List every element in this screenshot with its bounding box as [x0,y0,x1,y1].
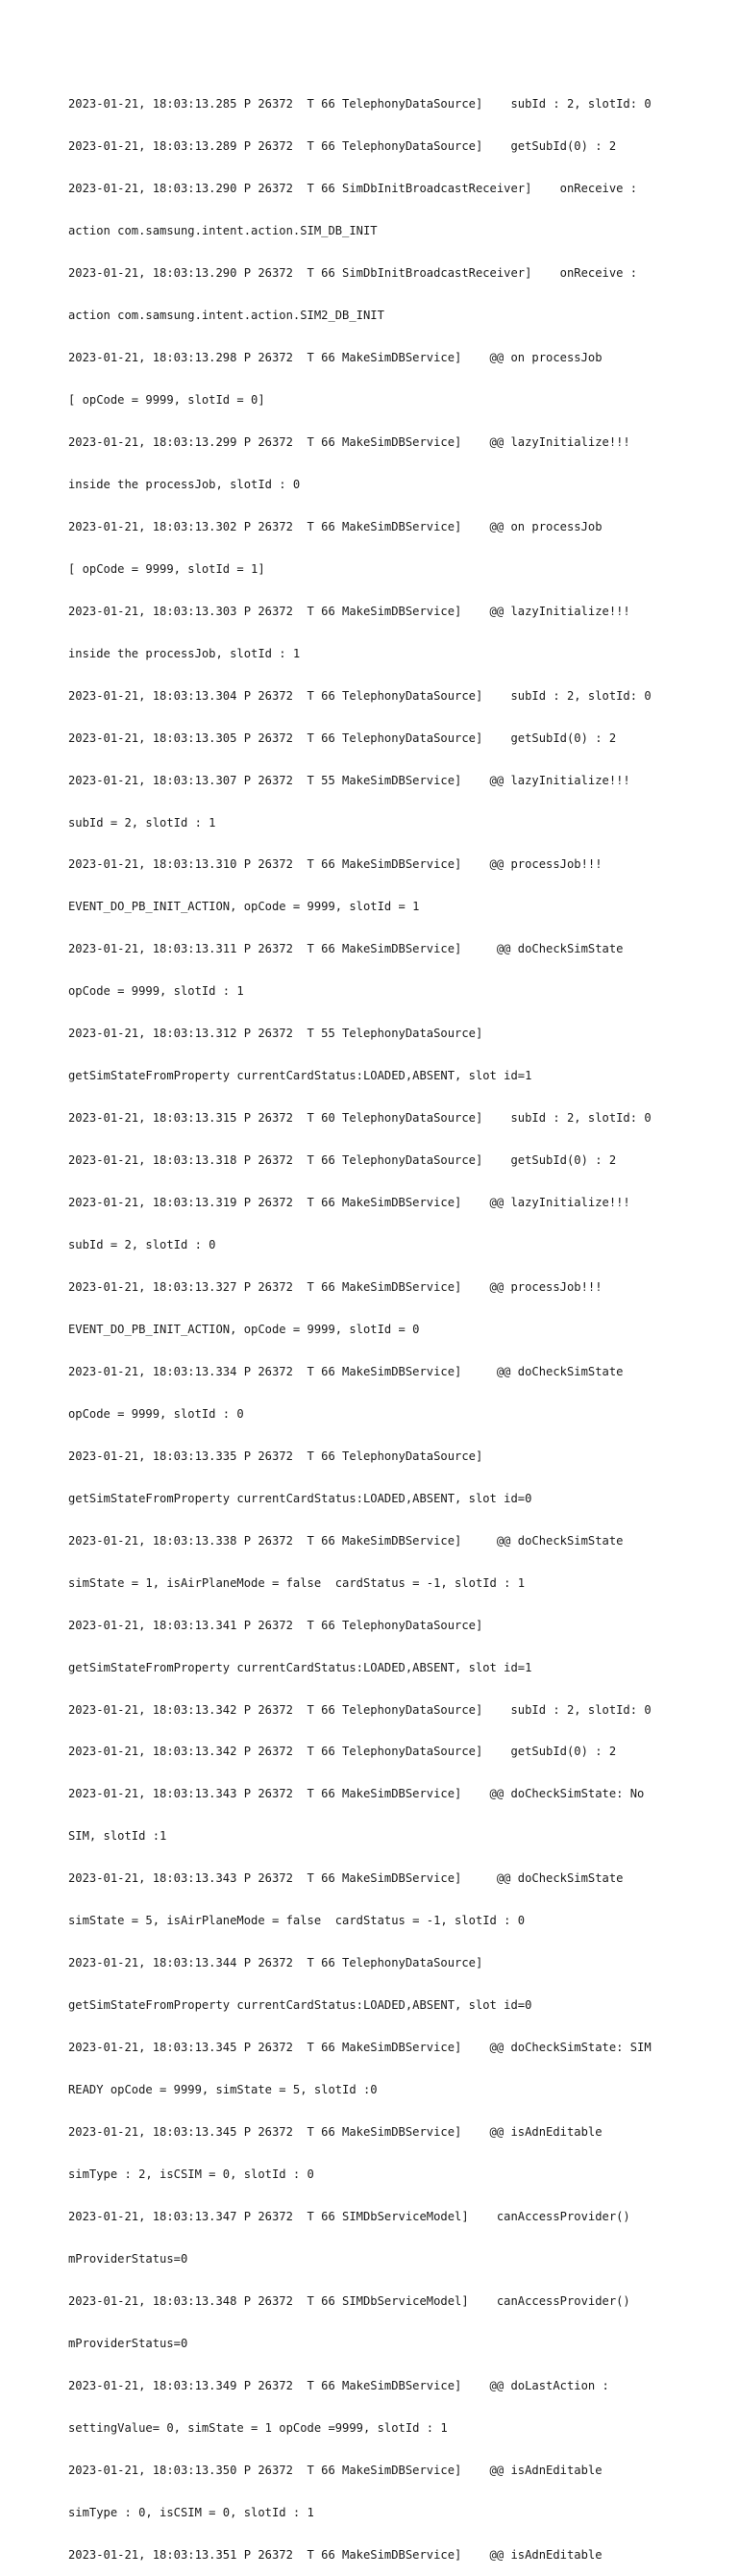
log-line: getSimStateFromProperty currentCardStatus:LOADED,ABSENT, slot id=0 [68,1491,532,1505]
log-line: 2023-01-21, 18:03:13.342 P 26372 T 66 TelephonyDataSource] subId : 2, slotId: 0 [68,1702,652,1717]
log-line: getSimStateFromProperty currentCardStatus:LOADED,ABSENT, slot id=1 [68,1660,532,1674]
log-line: [ opCode = 9999, slotId = 0] [68,392,265,407]
log-line: 2023-01-21, 18:03:13.285 P 26372 T 66 TelephonyDataSource] subId : 2, slotId: 0 [68,97,652,111]
log-line: action com.samsung.intent.action.SIM_DB_INIT [68,224,378,238]
log-line: 2023-01-21, 18:03:13.334 P 26372 T 66 MakeSimDBService] @@ doCheckSimState [68,1364,624,1378]
log-line: 2023-01-21, 18:03:13.290 P 26372 T 66 SimDbInitBroadcastReceiver] onReceive : [68,182,638,196]
log-line: 2023-01-21, 18:03:13.343 P 26372 T 66 MakeSimDBService] @@ doCheckSimState [68,1871,624,1886]
log-line: mProviderStatus=0 [68,2336,188,2350]
log-line: READY opCode = 9999, simState = 5, slotId :0 [68,2083,378,2097]
log-line: 2023-01-21, 18:03:13.318 P 26372 T 66 TelephonyDataSource] getSubId(0) : 2 [68,1153,617,1168]
log-line: 2023-01-21, 18:03:13.348 P 26372 T 66 SIMDbServiceModel] canAccessProvider() [68,2293,630,2308]
log-line: getSimStateFromProperty currentCardStatus:LOADED,ABSENT, slot id=1 [68,1069,532,1083]
log-line: settingValue= 0, simState = 1 opCode =9999, slotId : 1 [68,2420,448,2435]
log-line: simState = 5, isAirPlaneMode = false cardStatus = -1, slotId : 0 [68,1914,526,1928]
log-line: 2023-01-21, 18:03:13.341 P 26372 T 66 TelephonyDataSource] [68,1618,483,1632]
log-line: 2023-01-21, 18:03:13.319 P 26372 T 66 MakeSimDBService] @@ lazyInitialize!!! [68,1196,630,1210]
log-line: 2023-01-21, 18:03:13.310 P 26372 T 66 MakeSimDBService] @@ processJob!!! [68,857,603,872]
log-line: 2023-01-21, 18:03:13.342 P 26372 T 66 TelephonyDataSource] getSubId(0) : 2 [68,1745,617,1759]
log-line: 2023-01-21, 18:03:13.303 P 26372 T 66 MakeSimDBService] @@ lazyInitialize!!! [68,604,630,618]
log-line: inside the processJob, slotId : 0 [68,477,301,491]
log-line: 2023-01-21, 18:03:13.311 P 26372 T 66 MakeSimDBService] @@ doCheckSimState [68,942,624,956]
log-text-block [68,69,722,2576]
log-line: 2023-01-21, 18:03:13.302 P 26372 T 66 MakeSimDBService] @@ on processJob [68,519,603,533]
log-line: 2023-01-21, 18:03:13.345 P 26372 T 66 MakeSimDBService] @@ isAdnEditable [68,2125,603,2140]
log-line: simState = 1, isAirPlaneMode = false cardStatus = -1, slotId : 1 [68,1575,526,1590]
log-line: subId = 2, slotId : 0 [68,1238,216,1252]
log-line: 2023-01-21, 18:03:13.312 P 26372 T 55 TelephonyDataSource] [68,1027,483,1041]
log-line: 2023-01-21, 18:03:13.315 P 26372 T 60 TelephonyDataSource] subId : 2, slotId: 0 [68,1111,652,1126]
log-line: 2023-01-21, 18:03:13.351 P 26372 T 66 MakeSimDBService] @@ isAdnEditable [68,2547,603,2562]
log-line: simType : 2, isCSIM = 0, slotId : 0 [68,2167,314,2182]
log-line: opCode = 9999, slotId : 1 [68,984,244,999]
log-line: 2023-01-21, 18:03:13.299 P 26372 T 66 MakeSimDBService] @@ lazyInitialize!!! [68,434,630,449]
log-line: 2023-01-21, 18:03:13.350 P 26372 T 66 MakeSimDBService] @@ isAdnEditable [68,2463,603,2477]
log-line: simType : 0, isCSIM = 0, slotId : 1 [68,2505,314,2519]
log-line: SIM, slotId :1 [68,1829,167,1844]
log-line: opCode = 9999, slotId : 0 [68,1406,244,1421]
log-line: 2023-01-21, 18:03:13.307 P 26372 T 55 MakeSimDBService] @@ lazyInitialize!!! [68,773,630,787]
log-line: 2023-01-21, 18:03:13.338 P 26372 T 66 MakeSimDBService] @@ doCheckSimState [68,1533,624,1548]
log-line: 2023-01-21, 18:03:13.298 P 26372 T 66 MakeSimDBService] @@ on processJob [68,351,603,365]
log-line: 2023-01-21, 18:03:13.289 P 26372 T 66 TelephonyDataSource] getSubId(0) : 2 [68,139,617,154]
log-line: 2023-01-21, 18:03:13.335 P 26372 T 66 TelephonyDataSource] [68,1449,483,1463]
log-line: action com.samsung.intent.action.SIM2_DB_INIT [68,309,384,323]
log-line: 2023-01-21, 18:03:13.290 P 26372 T 66 SimDbInitBroadcastReceiver] onReceive : [68,266,638,281]
log-line: 2023-01-21, 18:03:13.343 P 26372 T 66 MakeSimDBService] @@ doCheckSimState: No [68,1787,645,1801]
log-line: 2023-01-21, 18:03:13.344 P 26372 T 66 TelephonyDataSource] [68,1956,483,1970]
log-line: 2023-01-21, 18:03:13.345 P 26372 T 66 MakeSimDBService] @@ doCheckSimState: SIM [68,2041,652,2055]
log-line: 2023-01-21, 18:03:13.349 P 26372 T 66 MakeSimDBService] @@ doLastAction : [68,2378,609,2392]
log-line: subId = 2, slotId : 1 [68,815,216,830]
log-line: inside the processJob, slotId : 1 [68,646,301,660]
log-line: 2023-01-21, 18:03:13.304 P 26372 T 66 TelephonyDataSource] subId : 2, slotId: 0 [68,688,652,703]
log-line: EVENT_DO_PB_INIT_ACTION, opCode = 9999, slotId = 0 [68,1322,420,1336]
log-line: EVENT_DO_PB_INIT_ACTION, opCode = 9999, slotId = 1 [68,900,420,914]
log-line: 2023-01-21, 18:03:13.347 P 26372 T 66 SIMDbServiceModel] canAccessProvider() [68,2209,630,2223]
log-line: getSimStateFromProperty currentCardStatus:LOADED,ABSENT, slot id=0 [68,1998,532,2013]
log-line: 2023-01-21, 18:03:13.305 P 26372 T 66 TelephonyDataSource] getSubId(0) : 2 [68,731,617,745]
log-line: 2023-01-21, 18:03:13.327 P 26372 T 66 MakeSimDBService] @@ processJob!!! [68,1280,603,1294]
log-line: mProviderStatus=0 [68,2251,188,2266]
log-line: [ opCode = 9999, slotId = 1] [68,561,265,576]
